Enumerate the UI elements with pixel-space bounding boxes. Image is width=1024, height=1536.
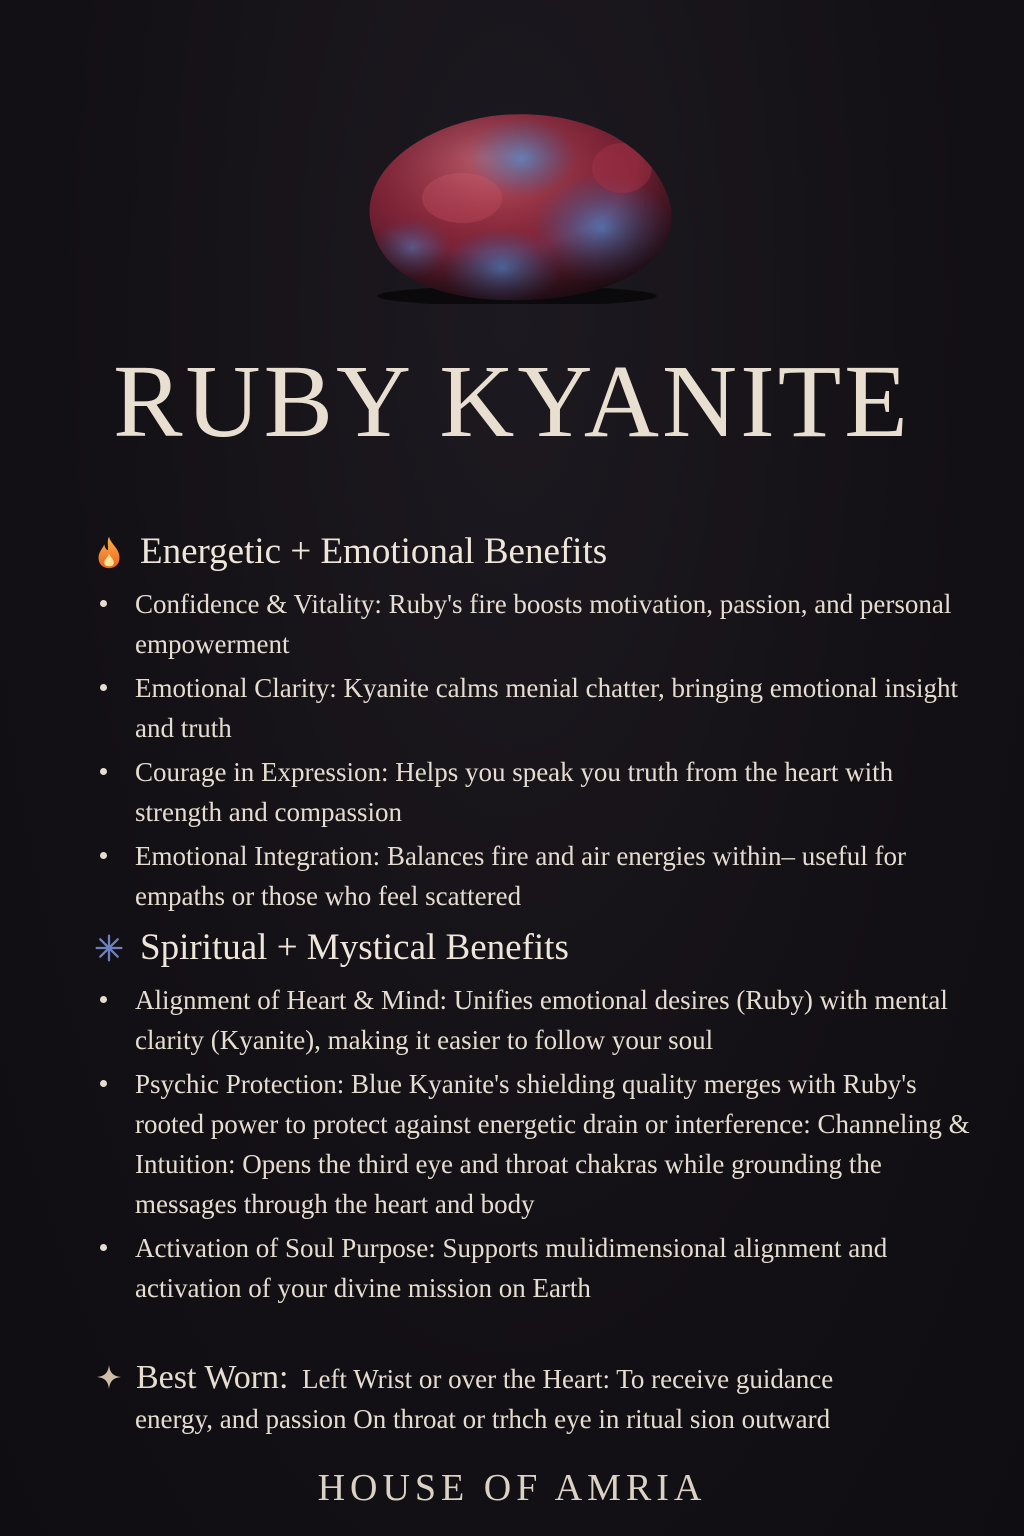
spiritual-benefits-list [100,980,980,1312]
section-heading-spiritual [90,926,569,969]
asterisk-star-icon [90,929,128,967]
best-worn-section [96,1358,986,1439]
bullet-icon [100,768,107,775]
list-item: Activation of Soul Purpose: Supports mulidimensional alignment and activation of your divine mission on Earth [100,1228,980,1308]
best-worn-line-1 [96,1358,986,1399]
section-heading-text: Energetic + Emotional Benefits [140,531,608,572]
section-heading-energetic [90,530,607,573]
list-item: Courage in Expression: Helps you speak you truth from the heart with strength and compassion [100,752,980,832]
bullet-icon [100,684,107,691]
list-item: Emotional Integration: Balances fire and air energies within– useful for empaths or those who feel scattered [100,836,980,916]
ruby-kyanite-stone-image [352,108,677,304]
bullet-icon [100,1080,107,1087]
list-item: Confidence & Vitality: Ruby's fire boosts motivation, passion, and personal empowerment [100,584,980,664]
sparkle-icon [96,1364,122,1390]
section-heading-text: Spiritual + Mystical Benefits [140,927,569,968]
best-worn-heading: Best Worn: [136,1359,289,1396]
fire-icon [90,533,128,571]
brand-footer: HOUSE OF AMRIA [317,1467,707,1509]
bullet-icon [100,1244,107,1251]
bullet-icon [100,600,107,607]
page-title: RUBY KYANITE [113,344,911,459]
list-item: Psychic Protection: Blue Kyanite's shielding quality merges with Ruby's rooted power to protect against energetic drain or interference: Channeling & Intuition: Opens the third eye and throat chakras while grounding the messages through the heart and body [100,1064,980,1224]
list-item: Alignment of Heart & Mind: Unifies emotional desires (Ruby) with mental clarity (Kyanite), making it easier to follow your soul [100,980,980,1060]
best-worn-text-2: energy, and passion On throat or trhch eye in ritual sion outward [135,1404,831,1434]
bullet-icon [100,852,107,859]
list-item: Emotional Clarity: Kyanite calms menial chatter, bringing emotional insight and truth [100,668,980,748]
energetic-benefits-list [100,584,980,920]
bullet-icon [100,996,107,1003]
best-worn-text-1: Left Wrist or over the Heart: To receive guidance [301,1364,834,1394]
